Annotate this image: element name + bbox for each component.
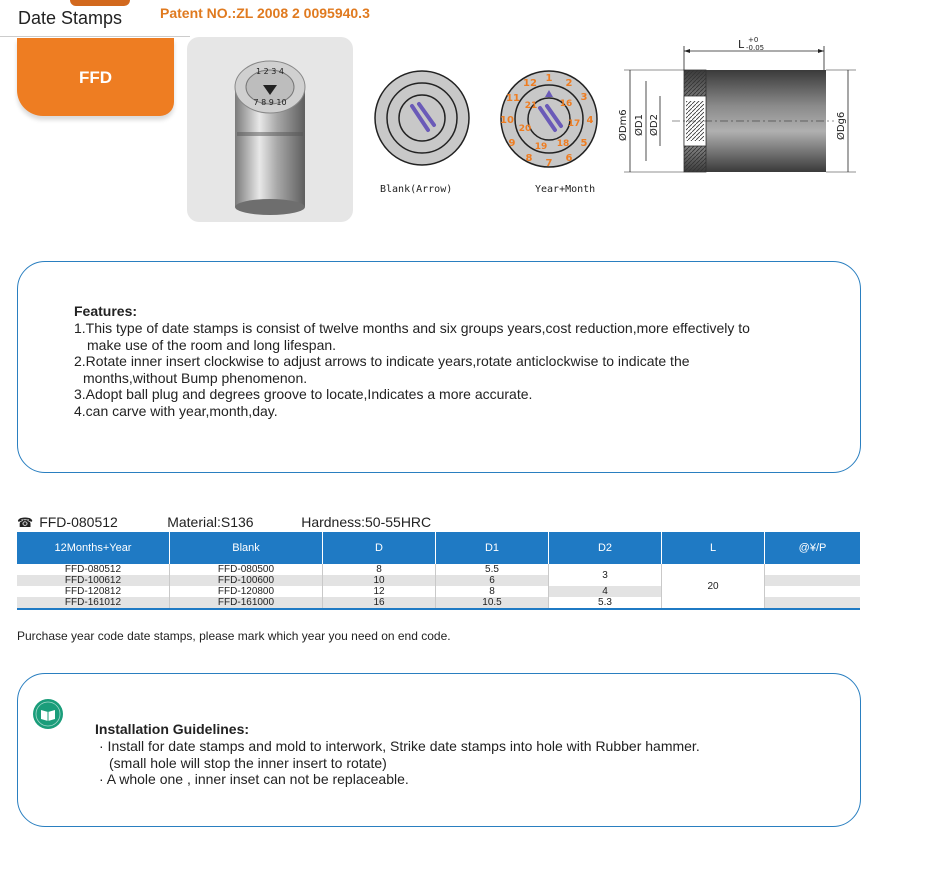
- col-header: @¥/P: [765, 532, 861, 564]
- table-cell: 5.3: [549, 597, 662, 609]
- table-cell: [765, 586, 861, 597]
- col-header: D: [323, 532, 436, 564]
- page-title: Date Stamps: [18, 8, 123, 28]
- feature-item: months,without Bump phenomenon.: [83, 369, 308, 386]
- features-title: Features:: [74, 303, 138, 319]
- table-cell: FFD-100600: [170, 575, 323, 586]
- svg-text:21: 21: [524, 101, 538, 111]
- svg-text:8: 8: [525, 153, 533, 164]
- svg-text:1 2 3 4: 1 2 3 4: [256, 67, 284, 76]
- patent-number: Patent NO.:ZL 2008 2 0095940.3: [160, 5, 370, 21]
- feature-item: make use of the room and long lifespan.: [87, 336, 337, 353]
- table-cell: 6: [436, 575, 549, 586]
- installation-item: (small hole will stop the inner insert to rotate): [109, 754, 387, 771]
- blank-arrow-diagram: [372, 68, 472, 168]
- product-photo: [187, 37, 353, 222]
- header-divider: [0, 36, 190, 37]
- feature-item: 1.This type of date stamps is consist of twelve months and six groups years,cost reduction,more effectively to: [74, 320, 750, 336]
- svg-text:6: 6: [565, 153, 573, 164]
- spec-material: Material:S136: [167, 514, 254, 530]
- spec-model: FFD-080512: [39, 514, 118, 530]
- svg-text:2: 2: [565, 78, 573, 89]
- svg-text:16: 16: [559, 99, 573, 109]
- table-cell: 16: [323, 597, 436, 609]
- col-header: D1: [436, 532, 549, 564]
- cross-section-drawing: [612, 36, 862, 186]
- purchase-note: Purchase year code date stamps, please mark which year you need on end code.: [17, 629, 451, 643]
- svg-text:11: 11: [506, 93, 520, 104]
- svg-text:ØDg6: ØDg6: [836, 111, 847, 140]
- spec-hardness: Hardness:50-55HRC: [301, 514, 432, 530]
- table-cell: 4: [549, 586, 662, 597]
- year-month-label: Year+Month: [535, 184, 596, 195]
- svg-text:3: 3: [580, 92, 588, 103]
- svg-text:7: 7: [545, 158, 553, 169]
- table-cell: FFD-161000: [170, 597, 323, 609]
- table-cell: [765, 564, 861, 575]
- svg-text:4: 4: [586, 115, 594, 126]
- table-cell: FFD-100612: [17, 575, 170, 586]
- table-cell: FFD-080500: [170, 564, 323, 575]
- installation-title: Installation Guidelines:: [95, 721, 250, 737]
- svg-text:L: L: [738, 38, 745, 51]
- installation-item: · Install for date stamps and mold to interwork, Strike date stamps into hole with Rubber hammer.: [99, 738, 700, 754]
- col-header: 12Months+Year: [17, 532, 170, 564]
- product-photo-drawing: [187, 37, 353, 222]
- table-cell: 20: [662, 564, 765, 609]
- feature-item: 2.Rotate inner insert clockwise to adjust arrows to indicate years,rotate anticlockwise to indicate the: [74, 353, 690, 369]
- table-cell: 10: [323, 575, 436, 586]
- feature-item: 4.can carve with year,month,day.: [74, 402, 278, 419]
- table-row: [17, 564, 860, 575]
- year-month-diagram: [498, 68, 600, 170]
- table-cell: 10.5: [436, 597, 549, 609]
- table-cell: 12: [323, 586, 436, 597]
- svg-text:19: 19: [534, 142, 548, 152]
- svg-text:1: 1: [545, 73, 553, 84]
- spec-table: [17, 532, 860, 610]
- svg-text:7 8 9 10: 7 8 9 10: [253, 98, 287, 107]
- product-tab: [17, 38, 174, 116]
- svg-text:-0.05: -0.05: [746, 44, 765, 52]
- features-list: [74, 320, 864, 419]
- table-cell: FFD-120812: [17, 586, 170, 597]
- svg-text:20: 20: [518, 124, 532, 134]
- table-cell: 8: [436, 586, 549, 597]
- header-decoration: [70, 0, 130, 6]
- col-header: Blank: [170, 532, 323, 564]
- svg-text:17: 17: [567, 119, 581, 129]
- svg-text:12: 12: [523, 78, 537, 89]
- feature-item: 3.Adopt ball plug and degrees groove to locate,Indicates a more accurate.: [74, 386, 533, 402]
- table-cell: FFD-120800: [170, 586, 323, 597]
- table-cell: FFD-080512: [17, 564, 170, 575]
- table-cell: 5.5: [436, 564, 549, 575]
- table-cell: FFD-161012: [17, 597, 170, 609]
- table-cell: [765, 575, 861, 586]
- table-cell: 8: [323, 564, 436, 575]
- svg-text:ØD1: ØD1: [634, 114, 645, 136]
- svg-text:9: 9: [508, 138, 516, 149]
- book-icon: [33, 699, 63, 729]
- svg-text:ØD2: ØD2: [649, 114, 660, 136]
- svg-text:5: 5: [580, 138, 588, 149]
- svg-text:10: 10: [500, 115, 514, 126]
- installation-item: · A whole one , inner inset can not be replaceable.: [99, 771, 409, 787]
- spec-line: [17, 514, 431, 531]
- phone-icon: ☎: [17, 515, 34, 530]
- installation-list: [99, 738, 700, 788]
- table-cell: 3: [549, 564, 662, 586]
- blank-arrow-label: Blank(Arrow): [380, 184, 453, 195]
- svg-text:ØDm6: ØDm6: [618, 109, 629, 141]
- table-cell: [765, 597, 861, 609]
- svg-text:18: 18: [556, 139, 570, 149]
- svg-text:+0: +0: [748, 36, 759, 44]
- col-header: D2: [549, 532, 662, 564]
- col-header: L: [662, 532, 765, 564]
- product-tab-label: FFD: [78, 68, 113, 87]
